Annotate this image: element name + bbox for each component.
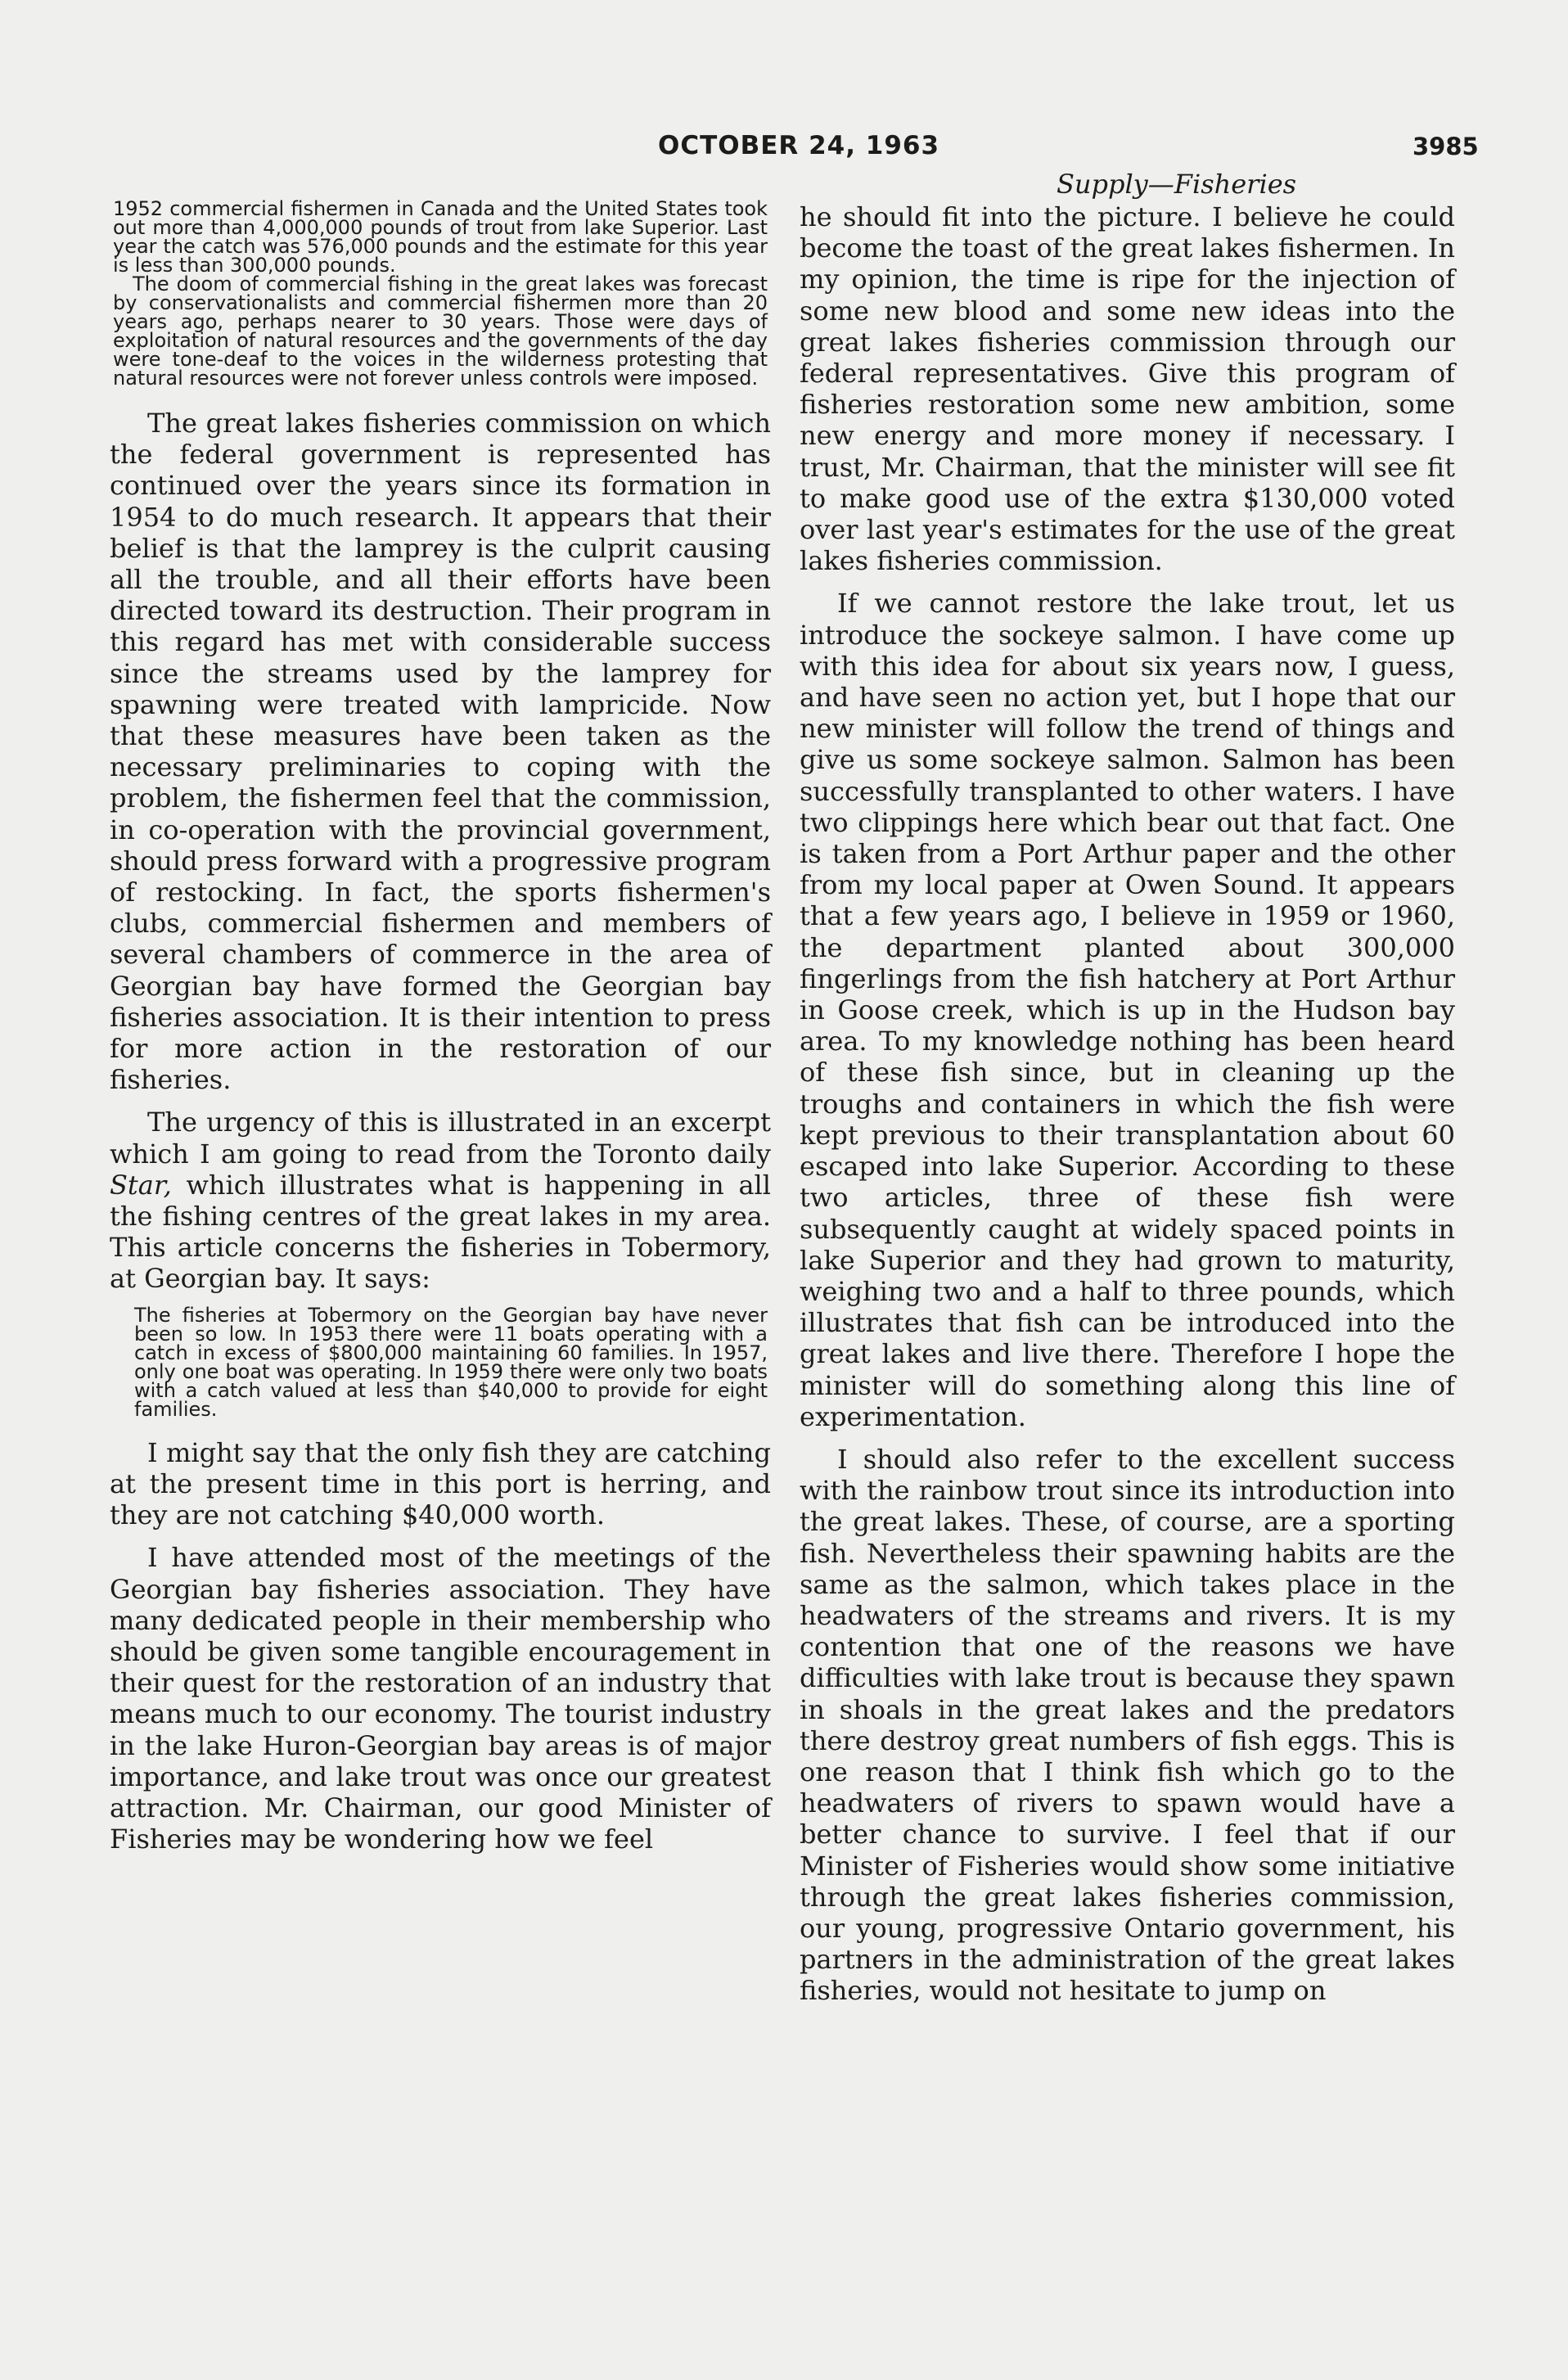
quote-paragraph: 1952 commercial fishermen in Canada and the United States took out more than 4,000,000 pounds of trout from lake Superior. Last year the catch was 576,000 pounds and the estimate for this year is less than 300,000 pounds. bbox=[113, 197, 768, 277]
left-column bbox=[110, 197, 771, 1866]
page-date: OCTOBER 24, 1963 bbox=[658, 131, 940, 160]
body-paragraph: he should fit into the picture. I believe he could become the toast of the great lakes fishermen. In my opinion, the time is ripe for the injection of some new blood and some new ideas into the great lakes fisheries commission through our federal representatives. Give this program of fisheries restoration some new ambition, some new energy and more money if necessary. I trust, Mr. Chairman, that the minister will see fit to make good use of the extra $130,000 voted over last year's estimates for the use of the great lakes fisheries commission. bbox=[800, 201, 1455, 577]
page-number: 3985 bbox=[1413, 133, 1479, 160]
body-paragraph: The great lakes fisheries commission on which the federal government is represented has continued over the years since its formation in 1954 to do much research. It appears that their belief is that the lamprey is the culprit causing all the trouble, and all their efforts have been directed toward its destruction. Their program in this regard has met with considerable success since the streams used by the lamprey for spawning were treated with lampricide. Now that these measures have been taken as the necessary preliminaries to coping with the problem, the fishermen feel that the commission, in co-operation with the provincial government, should press forward with a progressive program of restocking. In fact, the sports fishermen's clubs, commercial fishermen and members of several chambers of commerce in the area of Georgian bay have formed the Georgian bay fisheries association. It is their intention to press for more action in the restoration of our fisheries. bbox=[110, 408, 771, 1096]
body-paragraph: I have attended most of the meetings of the Georgian bay fisheries association. They have many dedicated people in their membership who should be given some tangible encouragement in their quest for the restoration of an industry that means much to our economy. The tourist industry in the lake Huron-Georgian bay areas is of major importance, and lake trout was once our greatest attraction. Mr. Chairman, our good Minister of Fisheries may be wondering how we feel bbox=[110, 1542, 771, 1855]
body-paragraph bbox=[110, 1107, 771, 1294]
body-paragraph: If we cannot restore the lake trout, let us introduce the sockeye salmon. I have come up with this idea for about six years now, I guess, and have seen no action yet, but I hope that our new minister will follow the trend of things and give us some sockeye salmon. Salmon has been successfully transplanted to other waters. I have two clippings here which bear out that fact. One is taken from a Port Arthur paper and the other from my local paper at Owen Sound. It appears that a few years ago, I believe in 1959 or 1960, the department planted about 300,000 fingerlings from the fish hatchery at Port Arthur in Goose creek, which is up in the Hudson bay area. To my knowledge nothing has been heard of these fish since, but in cleaning up the troughs and containers in which the fish were kept previous to their transplantation about 60 escaped into lake Superior. According to these two articles, three of these fish were subsequently caught at widely spaced points in lake Superior and they had grown to maturity, weighing two and a half to three pounds, which illustrates that fish can be introduced into the great lakes and live there. Therefore I hope the minister will do something along this line of experimentation. bbox=[800, 588, 1455, 1432]
text-run: which illustrates what is happening in all the fishing centres of the great lakes in my area. This article concerns the fisheries in Tobermory, at Georgian bay. It says: bbox=[110, 1169, 771, 1295]
right-column bbox=[800, 169, 1455, 2018]
quote-paragraph: The doom of commercial fishing in the great lakes was forecast by conservationalists and commercial fishermen more than 20 years ago, perhaps nearer to 30 years. Those were days of exploitation of natural resources and the governments of the day were tone-deaf to the voices in the wilderness protesting that natural resources were not forever unless controls were imposed. bbox=[113, 273, 768, 390]
body-paragraph: I should also refer to the excellent success with the rainbow trout since its introduction into the great lakes. These, of course, are a sporting fish. Nevertheless their spawning habits are the same as the salmon, which takes place in the headwaters of the streams and rivers. It is my contention that one of the reasons we have difficulties with lake trout is because they spawn in shoals in the great lakes and the predators there destroy great numbers of fish eggs. This is one reason that I think fish which go to the headwaters of rivers to spawn would have a better chance to survive. I feel that if our Minister of Fisheries would show some initiative through the great lakes fisheries commission, our young, progressive Ontario government, his partners in the administration of the great lakes fisheries, would not hesitate to jump on bbox=[800, 1443, 1455, 2007]
running-head: Supply—Fisheries bbox=[1056, 169, 1297, 200]
text-run: The urgency of this is illustrated in an excerpt which I am going to read from the Toronto daily bbox=[110, 1107, 771, 1170]
newspaper-title: Star, bbox=[110, 1169, 172, 1201]
block-quote-2 bbox=[110, 1303, 771, 1421]
body-paragraph: I might say that the only fish they are catching at the present time in this port is herring, and they are not catching $40,000 worth. bbox=[110, 1436, 771, 1531]
block-quote-1 bbox=[110, 197, 771, 390]
quote-paragraph: The fisheries at Tobermory on the Georgian bay have never been so low. In 1953 there were 11 boats operating with a catch in excess of $800,000 maintaining 60 families. In 1957, only one boat was operating. In 1959 there were only two boats with a catch valued at less than $40,000 to provide for eight families. bbox=[134, 1303, 768, 1421]
